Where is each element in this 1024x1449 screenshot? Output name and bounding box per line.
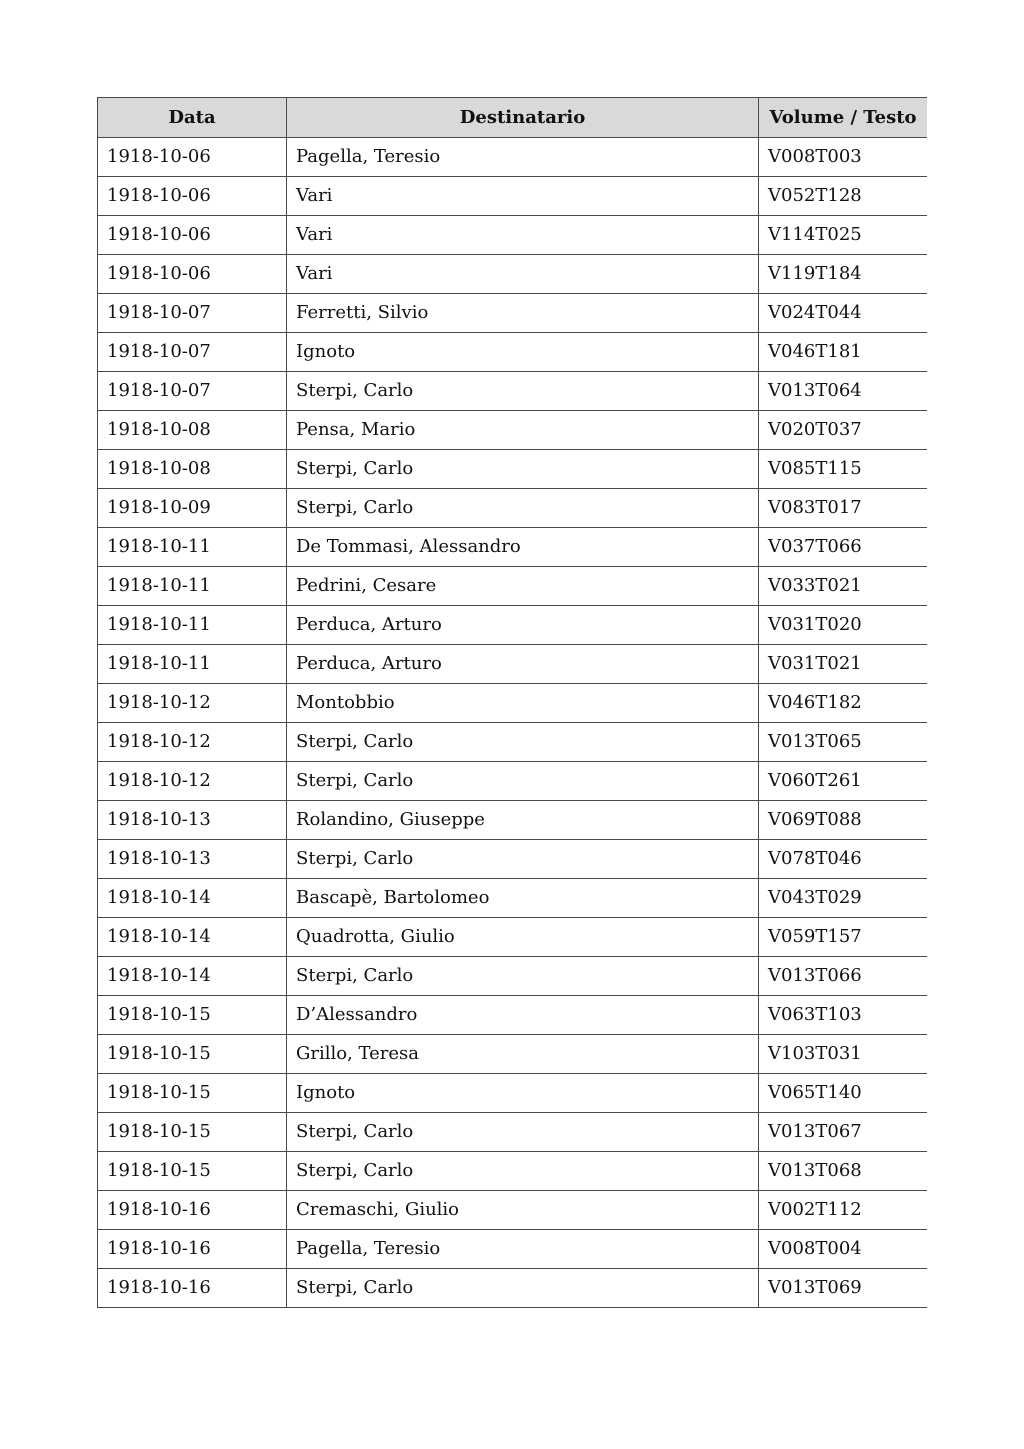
cell-date: 1918-10-12 [98,684,287,723]
cell-date: 1918-10-07 [98,333,287,372]
cell-date: 1918-10-06 [98,255,287,294]
header-row [98,98,928,138]
cell-recipient: Ferretti, Silvio [287,294,759,333]
header-date: Data [98,98,287,138]
cell-volume-text: V013T064 [759,372,928,411]
cell-recipient: Perduca, Arturo [287,645,759,684]
cell-volume-text: V046T182 [759,684,928,723]
cell-date: 1918-10-06 [98,216,287,255]
table-row [98,879,928,918]
cell-recipient: Sterpi, Carlo [287,450,759,489]
cell-volume-text: V013T069 [759,1269,928,1308]
table-row [98,1074,928,1113]
cell-volume-text: V008T003 [759,138,928,177]
cell-volume-text: V002T112 [759,1191,928,1230]
cell-date: 1918-10-15 [98,1035,287,1074]
cell-volume-text: V031T020 [759,606,928,645]
cell-recipient: Sterpi, Carlo [287,1113,759,1152]
cell-date: 1918-10-15 [98,1074,287,1113]
table-row [98,1269,928,1308]
cell-date: 1918-10-16 [98,1230,287,1269]
cell-date: 1918-10-06 [98,138,287,177]
table-row [98,1191,928,1230]
table-row [98,567,928,606]
cell-volume-text: V085T115 [759,450,928,489]
cell-volume-text: V013T065 [759,723,928,762]
table-header [98,98,928,138]
table-row [98,645,928,684]
table-row [98,606,928,645]
cell-volume-text: V119T184 [759,255,928,294]
letters-table-container [97,97,927,1312]
cell-volume-text: V103T031 [759,1035,928,1074]
cell-volume-text: V114T025 [759,216,928,255]
cell-recipient: Perduca, Arturo [287,606,759,645]
cell-recipient: De Tommasi, Alessandro [287,528,759,567]
cell-date: 1918-10-14 [98,879,287,918]
cell-date: 1918-10-13 [98,801,287,840]
cell-recipient: Sterpi, Carlo [287,957,759,996]
table-row [98,294,928,333]
table-row [98,333,928,372]
cell-date: 1918-10-15 [98,1113,287,1152]
table-row [98,489,928,528]
table-row [98,840,928,879]
cell-recipient: Rolandino, Giuseppe [287,801,759,840]
table-row [98,957,928,996]
cell-date: 1918-10-12 [98,723,287,762]
cell-recipient: Vari [287,255,759,294]
cell-date: 1918-10-06 [98,177,287,216]
cell-volume-text: V083T017 [759,489,928,528]
table-row [98,762,928,801]
cell-recipient: Vari [287,177,759,216]
cell-recipient: Pagella, Teresio [287,138,759,177]
cell-date: 1918-10-15 [98,1152,287,1191]
cell-date: 1918-10-07 [98,372,287,411]
table-row [98,450,928,489]
cell-recipient: Bascapè, Bartolomeo [287,879,759,918]
cell-volume-text: V063T103 [759,996,928,1035]
table-row [98,684,928,723]
cell-date: 1918-10-11 [98,567,287,606]
cell-date: 1918-10-07 [98,294,287,333]
cell-volume-text: V078T046 [759,840,928,879]
cell-volume-text: V013T067 [759,1113,928,1152]
cell-date: 1918-10-13 [98,840,287,879]
cell-volume-text: V013T068 [759,1152,928,1191]
cell-recipient: Sterpi, Carlo [287,1269,759,1308]
cell-recipient: Ignoto [287,1074,759,1113]
cell-recipient: Sterpi, Carlo [287,372,759,411]
cell-recipient: Montobbio [287,684,759,723]
table-row [98,1035,928,1074]
cell-recipient: Grillo, Teresa [287,1035,759,1074]
cell-volume-text: V037T066 [759,528,928,567]
table-row [98,918,928,957]
cell-date: 1918-10-16 [98,1191,287,1230]
table-row [98,177,928,216]
cell-recipient: Sterpi, Carlo [287,1152,759,1191]
cell-recipient: Quadrotta, Giulio [287,918,759,957]
table-row [98,216,928,255]
table-row [98,255,928,294]
cell-volume-text: V060T261 [759,762,928,801]
cell-volume-text: V013T066 [759,957,928,996]
letters-table [97,97,927,1308]
cell-recipient: Cremaschi, Giulio [287,1191,759,1230]
table-row [98,138,928,177]
table-row [98,1113,928,1152]
cell-volume-text: V059T157 [759,918,928,957]
cell-recipient: Vari [287,216,759,255]
header-recipient: Destinatario [287,98,759,138]
table-row [98,801,928,840]
cell-volume-text: V033T021 [759,567,928,606]
table-row [98,1230,928,1269]
cell-date: 1918-10-11 [98,528,287,567]
cell-date: 1918-10-14 [98,957,287,996]
cell-volume-text: V031T021 [759,645,928,684]
cell-recipient: Pensa, Mario [287,411,759,450]
cell-date: 1918-10-14 [98,918,287,957]
cell-volume-text: V008T004 [759,1230,928,1269]
cell-recipient: Ignoto [287,333,759,372]
cell-date: 1918-10-16 [98,1269,287,1308]
cell-volume-text: V065T140 [759,1074,928,1113]
cell-recipient: Sterpi, Carlo [287,489,759,528]
table-row [98,411,928,450]
cell-volume-text: V046T181 [759,333,928,372]
cell-recipient: Sterpi, Carlo [287,762,759,801]
table-row [98,1152,928,1191]
cell-volume-text: V024T044 [759,294,928,333]
cell-date: 1918-10-15 [98,996,287,1035]
cell-date: 1918-10-09 [98,489,287,528]
table-row [98,372,928,411]
cell-date: 1918-10-11 [98,606,287,645]
cell-volume-text: V020T037 [759,411,928,450]
cell-recipient: Pagella, Teresio [287,1230,759,1269]
cell-volume-text: V069T088 [759,801,928,840]
cell-recipient: Sterpi, Carlo [287,840,759,879]
cell-volume-text: V043T029 [759,879,928,918]
table-row [98,723,928,762]
cell-date: 1918-10-12 [98,762,287,801]
cell-date: 1918-10-11 [98,645,287,684]
cell-date: 1918-10-08 [98,450,287,489]
cell-date: 1918-10-08 [98,411,287,450]
table-row [98,996,928,1035]
header-volume-text: Volume / Testo [759,98,928,138]
cell-recipient: D’Alessandro [287,996,759,1035]
cell-recipient: Pedrini, Cesare [287,567,759,606]
table-body [98,138,928,1308]
cell-volume-text: V052T128 [759,177,928,216]
cell-recipient: Sterpi, Carlo [287,723,759,762]
table-row [98,528,928,567]
